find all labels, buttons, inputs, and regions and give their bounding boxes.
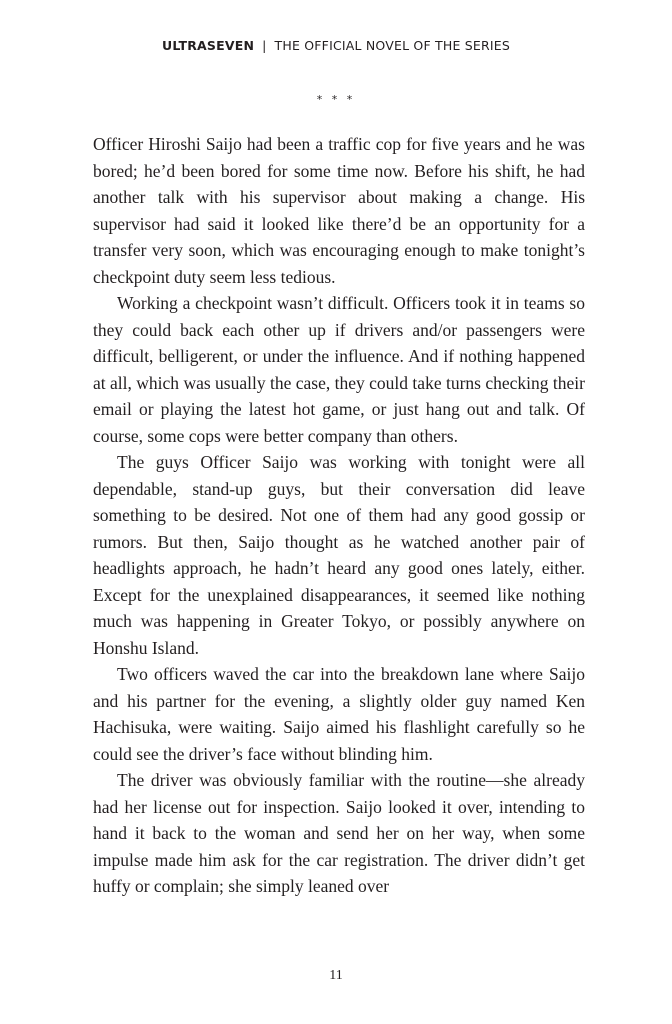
header-separator: | [262,38,267,53]
running-header [0,38,672,53]
paragraph-5: The driver was obviously familiar with the routine—she already had her license out for inspection. Saijo looked it over, intending to hand it back to the woman and send her on her way, when some impulse made him ask for the car registration. The driver didn’t get huffy or complain; she simply leaned over [93,770,585,896]
scene-break: * * * [316,93,356,106]
paragraph-2: Working a checkpoint wasn’t difficult. Officers took it in teams so they could back each other up if drivers and/or passengers were difficult, belligerent, or under the influence. And if nothing happened at all, which was usually the case, they could take turns checking their email or playing the latest hot game, or just hang out and talk. Of course, some cops were better company than others. [93,293,585,446]
body-text [93,131,585,900]
paragraph-3: The guys Officer Saijo was working with tonight were all dependable, stand-up guys, but their conversation did leave something to be desired. Not one of them had any good gossip or rumors. But then, Saijo thought as he watched another pair of headlights approach, he hadn’t heard any good ones lately, either. Except for the unexplained disappearances, it seemed like nothing much was happening in Greater Tokyo, or possibly anywhere on Honshu Island. [93,452,585,658]
book-title: THE OFFICIAL NOVEL OF THE SERIES [274,38,510,53]
paragraph-1: Officer Hiroshi Saijo had been a traffic cop for five years and he was bored; he’d been bored for some time now. Before his shift, he had another talk with his supervisor about making a change. His supervisor had said it looked like there’d be an opportunity for a transfer very soon, which was encouraging enough to make tonight’s checkpoint duty seem less tedious. [93,134,585,287]
page-number: 11 [329,968,343,983]
series-title: ULTRASEVEN [162,38,255,53]
paragraph-4: Two officers waved the car into the breakdown lane where Saijo and his partner for the evening, a slightly older guy named Ken Hachisuka, were waiting. Saijo aimed his flashlight carefully so he could see the driver’s face without blinding him. [93,664,585,764]
